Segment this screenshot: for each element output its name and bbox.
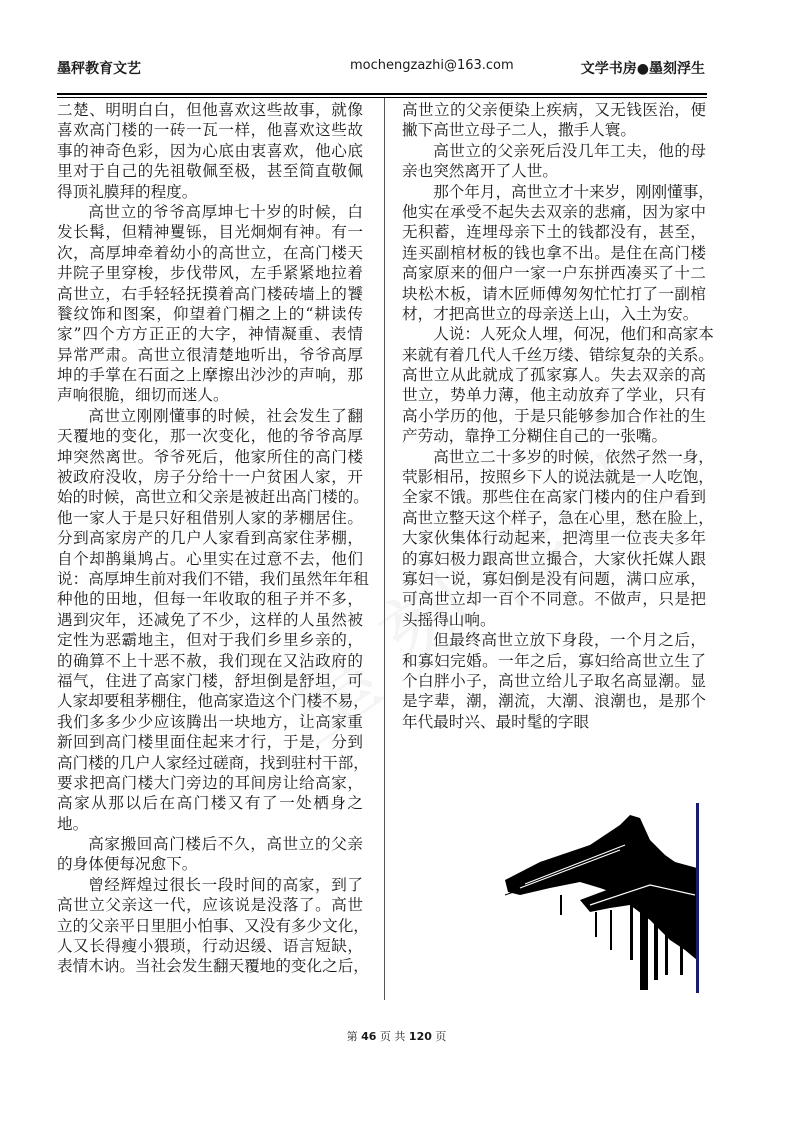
text-line: 新回到高门楼里面住起来才行，于是，分到 xyxy=(57,733,363,752)
text-line: 天覆地的变化，那一次变化，他的爷爷高厚 xyxy=(57,427,363,446)
text-line: 人家却要租茅棚住，他高家造这个门楼不易， xyxy=(57,692,369,711)
text-line: 高门楼的几户人家经过磋商，找到驻村干部， xyxy=(57,753,369,772)
text-line: 异常严肃。高世立很清楚地听出，爷爷高厚 xyxy=(57,345,363,364)
text-line: 遇到灾年，还减免了不少，这样的人虽然被 xyxy=(57,610,363,629)
text-column-left xyxy=(57,100,369,977)
text-line: 种他的田地，但每一年收取的租子并不多， xyxy=(57,590,363,609)
text-line: 他实在承受不起失去双亲的悲痛，因为家中 xyxy=(402,202,706,221)
footer-prefix: 第 xyxy=(346,1030,358,1043)
text-line: 的身体便每况愈下。 xyxy=(57,855,198,874)
text-line: 大家伙集体行动起来，把湾里一位丧夫多年 xyxy=(402,529,706,548)
text-line: 井院子里穿梭，步伐带风，左手紧紧地拉着 xyxy=(57,264,363,283)
text-line: 定性为恶霸地主，但对于我们乡里乡亲的， xyxy=(57,631,363,650)
text-line: 餮纹饰和图案，仰望着门楣之上的“耕读传 xyxy=(57,304,363,323)
header-section-title: 文学书房●墨刻浮生 xyxy=(580,61,705,77)
text-line: 人说：人死众人埋，何况，他们和高家本 xyxy=(433,325,714,344)
text-line: 的确算不上十恶不赦，我们现在又沾政府的 xyxy=(57,651,363,670)
column-divider xyxy=(384,98,385,1000)
text-line: 材，才把高世立的母亲送上山，入土为安。 xyxy=(402,304,699,323)
text-line: 高世立，右手轻轻抚摸着高门楼砖墙上的饕 xyxy=(57,284,363,303)
text-line: 是字辈，潮，潮流，大潮、浪潮也，是那个 xyxy=(402,692,706,711)
current-page-number: 46 xyxy=(361,1030,377,1043)
text-line: 自个却鹊巢鸠占。心里实在过意不去，他们 xyxy=(57,549,363,568)
text-line: 那个年月，高世立才十来岁，刚刚懂事， xyxy=(433,182,714,201)
text-line: 高家搬回高门楼后不久，高世立的父亲 xyxy=(88,835,363,854)
text-line: 喜欢高门楼的一砖一瓦一样，他喜欢这些故 xyxy=(57,121,363,140)
text-line: 要求把高门楼大门旁边的耳间房让给高家， xyxy=(57,773,363,792)
text-line: 高世立二十多岁的时候，依然孑然一身， xyxy=(433,447,714,466)
text-line: 年代最时兴、最时髦的字眼 xyxy=(402,712,590,731)
text-line: 坤突然离世。爷爷死后，他家所住的高门楼 xyxy=(57,447,363,466)
text-line: 声响很脆，细切而迷人。 xyxy=(57,386,229,405)
text-line: 高世立的爷爷高厚坤七十岁的时候，白 xyxy=(88,202,363,221)
text-line: 块松木板，请木匠师傅匆匆忙忙打了一副棺 xyxy=(402,284,706,303)
ink-pavilion-roof-illustration xyxy=(500,800,705,1000)
page-footer xyxy=(0,1028,793,1044)
text-line: 高世立从此就成了孤家寡人。失去双亲的高 xyxy=(402,366,706,385)
text-line: 高家原来的佃户一家一户东拼西凑买了十二 xyxy=(402,264,706,283)
text-line: 立的父亲平日里胆小怕事、又没有多少文化， xyxy=(57,916,369,935)
text-line: 家”四个方方正正的大字，神情凝重、表情 xyxy=(57,325,363,344)
text-line: 地。 xyxy=(57,814,89,833)
header-email: mochengzazhi@163.com xyxy=(350,58,514,73)
text-line: 寡妇一说，寡妇倒是没有问题，满口应承， xyxy=(402,569,706,588)
text-line: 个白胖小子，高世立给儿子取名高显潮。显 xyxy=(402,671,706,690)
text-line: 次，高厚坤牵着幼小的高世立，在高门楼天 xyxy=(57,243,363,262)
text-line: 的寡妇极力跟高世立撮合，大家伙托媒人跟 xyxy=(402,549,706,568)
accent-vertical-line xyxy=(696,803,699,993)
text-line: 高世立刚刚懂事的时候，社会发生了翻 xyxy=(88,406,363,425)
text-line: 人又长得瘦小猥琐，行动迟缓、语言短缺， xyxy=(57,937,363,956)
text-line: 里对于自己的先祖敬佩至极，甚至简直敬佩 xyxy=(57,162,363,181)
text-line: 茕影相吊，按照乡下人的说法就是一人吃饱， xyxy=(402,468,714,487)
text-line: 可高世立却一百个不同意。不做声，只是把 xyxy=(402,590,706,609)
footer-suffix: 页 xyxy=(435,1030,447,1043)
text-line: 头摇得山响。 xyxy=(402,610,496,629)
text-line: 和寡妇完婚。一年之后，寡妇给高世立生了 xyxy=(402,651,706,670)
text-line: 高小学历的他，于是只能够参加合作社的生 xyxy=(402,406,706,425)
text-line: 被政府没收，房子分给十一户贫困人家，开 xyxy=(57,468,363,487)
text-line: 产劳动，靠挣工分糊住自己的一张嘴。 xyxy=(402,427,668,446)
text-line: 无积蓄，连埋母亲下土的钱都没有，甚至， xyxy=(402,223,706,242)
header-rule-thick xyxy=(57,93,707,95)
text-line: 二楚、明明白白，但他喜欢这些故事，就像 xyxy=(57,101,363,119)
text-line: 他一家人于是只好租借别人家的茅棚居住。 xyxy=(57,508,363,527)
header-rule-thin xyxy=(57,97,707,98)
text-line: 全家不饿。那些住在高家门楼内的住户看到 xyxy=(402,488,706,507)
text-line: 高家从那以后在高门楼又有了一处栖身之 xyxy=(57,794,363,813)
text-line: 连买副棺材板的钱也拿不出。是住在高门楼 xyxy=(402,243,706,262)
text-line: 发长髯，但精神矍铄，目光炯炯有神。有一 xyxy=(57,223,363,242)
text-line: 事的神奇色彩，因为心底由衷喜欢，他心底 xyxy=(57,141,363,160)
text-line: 撇下高世立母子二人，撒手人寰。 xyxy=(402,121,636,140)
text-line: 坤的手掌在石面之上摩擦出沙沙的声响，那 xyxy=(57,366,363,385)
text-line: 但最终高世立放下身段，一个月之后， xyxy=(433,631,706,650)
text-line: 说：高厚坤生前对我们不错，我们虽然年年租 xyxy=(57,569,369,588)
text-line: 高世立父亲这一代，应该说是没落了。高世 xyxy=(57,896,363,915)
text-line: 始的时候，高世立和父亲是被赶出高门楼的。 xyxy=(57,488,369,507)
text-line: 分到高家房产的几户人家看到高家住茅棚， xyxy=(57,529,363,548)
text-line: 得顶礼膜拜的程度。 xyxy=(57,182,198,201)
text-line: 曾经辉煌过很长一段时间的高家，到了 xyxy=(88,875,363,894)
text-line: 来就有着几代人千丝万缕、错综复杂的关系。 xyxy=(402,345,714,364)
text-line: 我们多多少少应该腾出一块地方，让高家重 xyxy=(57,712,363,731)
text-line: 高世立的父亲便染上疾病，又无钱医治，便 xyxy=(402,101,706,119)
header-brand: 墨秤教育文艺 xyxy=(57,61,141,77)
text-line: 高世立整天这个样子，急在心里，愁在脸上， xyxy=(402,508,714,527)
footer-mid: 页 共 xyxy=(379,1030,406,1043)
total-page-count: 120 xyxy=(408,1030,432,1043)
text-line: 福气，住进了高家门楼，舒坦倒是舒坦，可 xyxy=(57,671,363,690)
text-line: 表情木讷。当社会发生翻天覆地的变化之后， xyxy=(57,957,369,976)
text-line: 高世立的父亲死后没几年工夫，他的母 xyxy=(433,141,706,160)
text-line: 世立，势单力薄，他主动放弃了学业，只有 xyxy=(402,386,706,405)
text-column-right xyxy=(402,100,714,732)
text-line: 亲也突然离开了人世。 xyxy=(402,162,558,181)
